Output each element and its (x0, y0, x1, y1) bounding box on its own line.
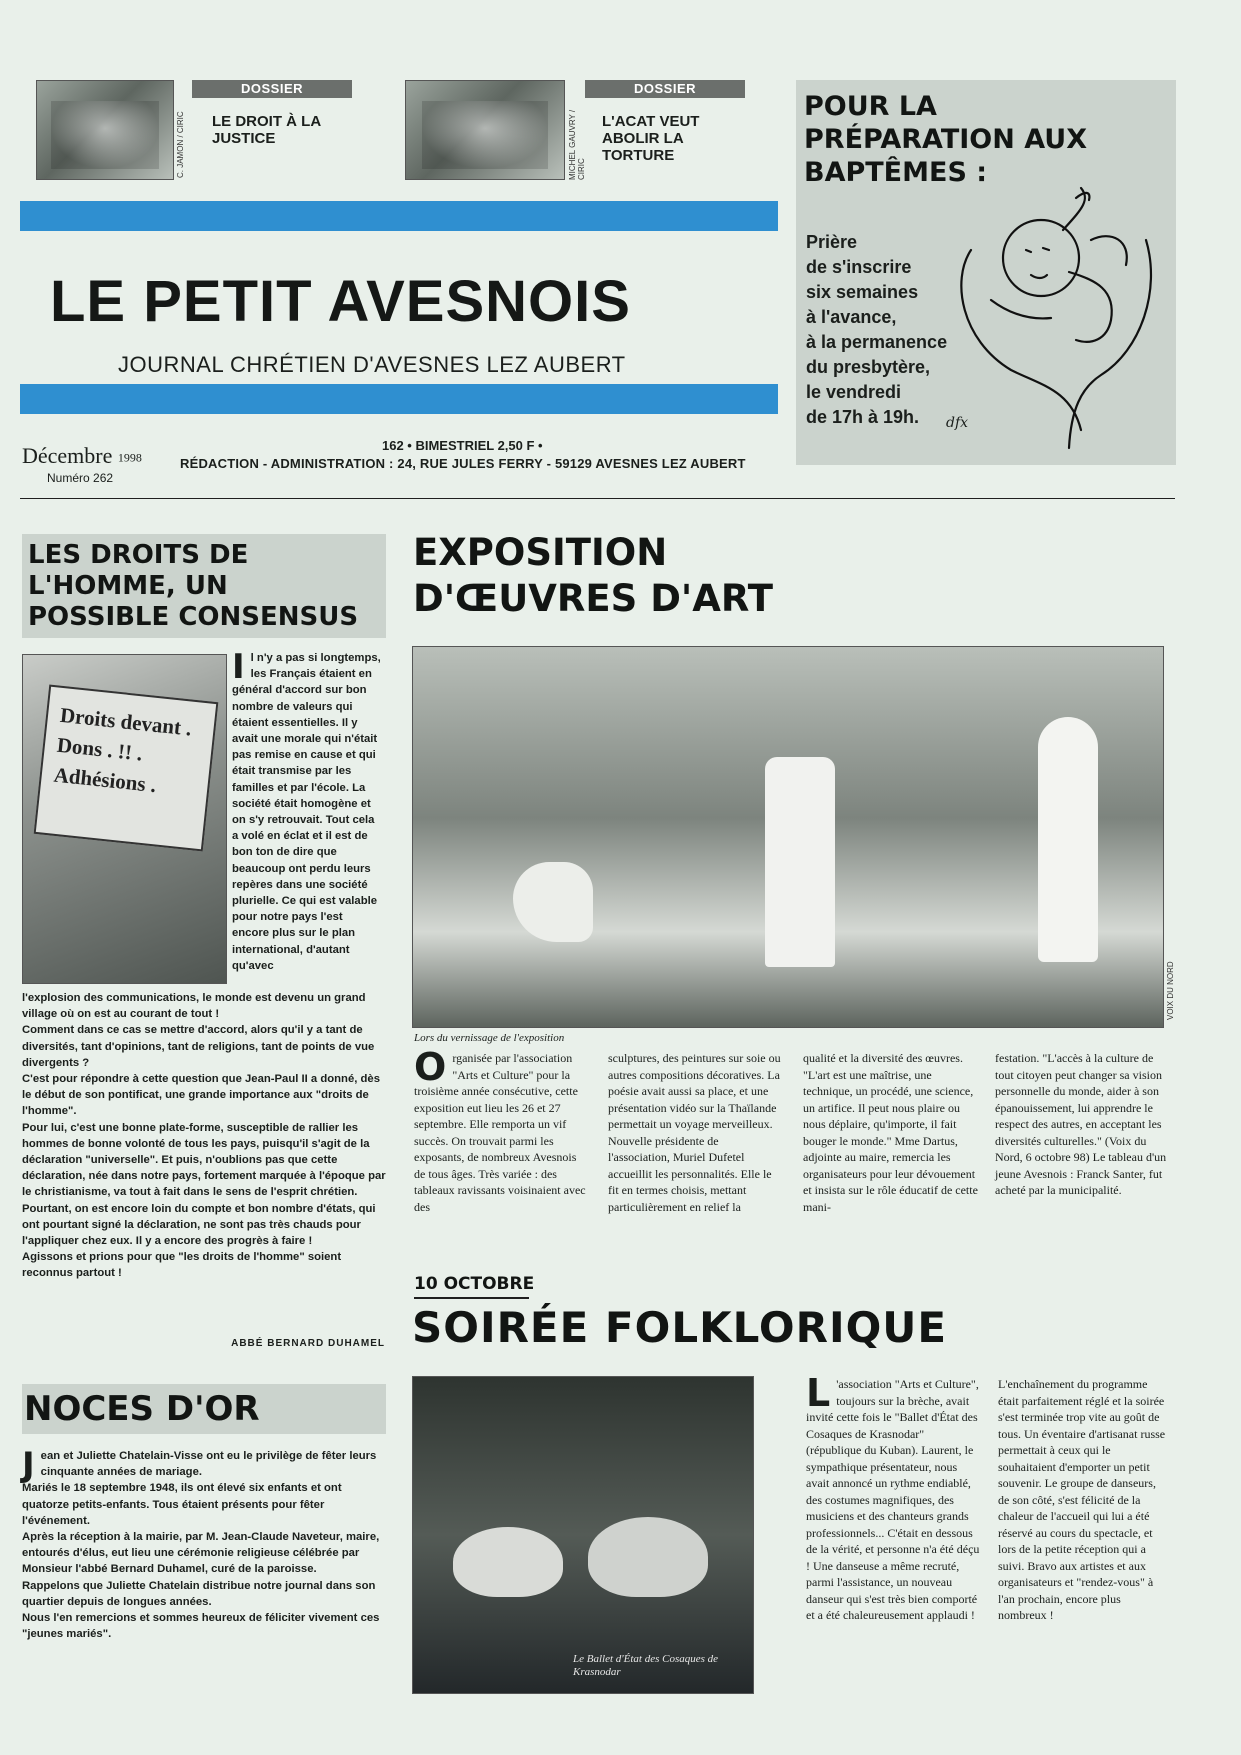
droits-body (22, 990, 386, 1282)
bapteme-line: de 17h à 19h. (806, 407, 920, 427)
droits-col-text: l n'y a pas si longtemps, les Français étaient en général d'accord sur bon nombre de valeurs qui étaient essentielles. Il y avait une morale qui n'était pas remise en cause et qui était transmise par les familles et par l'école. La société était homogène et on s'y retrouvait. Tout cela a volé en éclat et il est de bon ton de dire que beaucoup ont perdu leurs repères dans une société plurielle. Ce qui est valable pour notre pays l'est encore plus sur le plan international, d'autant qu'avec (232, 652, 381, 972)
dossier-tag: DOSSIER (192, 80, 352, 98)
issue-address: RÉDACTION - ADMINISTRATION : 24, RUE JULES FERRY - 59129 AVESNES LEZ AUBERT (180, 456, 746, 471)
droits-signature: ABBÉ BERNARD DUHAMEL (231, 1338, 385, 1349)
exposition-title: EXPOSITION D'ŒUVRES D'ART (413, 531, 773, 620)
folklore-photo (412, 1376, 754, 1694)
exposition-col-3: qualité et la diversité des œuvres. "L'art est une maîtrise, une technique, un procédé, une science, un artifice. Il peut nous plaire ou nous déplaire, qu'importe, il fait bouger le monde." Mme Dartus, adjointe au maire, remercia les organisateurs pour leur dévouement et insista sur le rôle éducatif de cette mani- (803, 1051, 978, 1214)
droits-paragraph: C'est pour répondre à cette question que Jean-Paul II a donné, dès le début de son pontificat, une grande importance aux "droits de l'homme". (22, 1073, 380, 1118)
droits-paragraph: Comment dans ce cas se mettre d'accord, alors qu'il y a tant de diversités, tant d'opinions, tant de religions, tant de points de vue divergents ? (22, 1024, 375, 1069)
masthead-title: LE PETIT AVESNOIS (50, 269, 631, 334)
dancer-skirt (588, 1517, 708, 1597)
exposition-col-4: festation. "L'accès à la culture de tout citoyen peut changer sa vision personnelle du monde, aider à son épanouissement, lui apprendre le respect des autres, en acceptant les diversités culturelles." (Voix du Nord, 6 octobre 98) Le tableau d'un jeune Avesnois : Franck Santer, fut acheté par la municipalité. (995, 1051, 1167, 1197)
noces-paragraph: Rappelons que Juliette Chatelain distribue notre journal dans son quartier depuis de longues années. (22, 1579, 376, 1608)
illustration-signature: dfx (946, 415, 969, 431)
bapteme-line: de s'inscrire (806, 257, 912, 277)
issue-month: Décembre (22, 443, 113, 468)
exposition-caption: Lors du vernissage de l'exposition (414, 1032, 565, 1044)
issue-price: 162 • BIMESTRIEL 2,50 F • (382, 438, 543, 453)
masthead-divider (20, 498, 1175, 499)
bapteme-line: le vendredi (806, 382, 902, 402)
protest-sign-text: Droits devant . Dons . !! . Adhésions . (52, 702, 193, 798)
drop-cap: L (806, 1371, 831, 1415)
folklore-col-2: L'enchaînement du programme était parfaitement réglé et la soirée s'est terminée trop vite au goût de tous. Un éventaire d'artisanat russe permettait à ceux qui le souhaitaient d'emporter un petit souvenir. Le groupe de danseurs, de son côté, s'est félicité de la chaleur de l'accueil qui lui a été réservé au cours du spectacle, et lors de la petite réception qui a suivi. Bravo aux artistes et aux organisateurs et "rendez-vous" à l'an prochain, encore plus nombreux ! (998, 1377, 1166, 1622)
folklore-col-1: L 'association "Arts et Culture", toujours sur la brèche, avait invité cette fois le "Ballet d'État des Cosaques de Krasnodar" (république du Kuban). Laurent, le sympathique présentateur, nous avait annoncé un rythme endiablé, des costumes magnifiques, des musiciens et des chanteurs grands professionnels... C'était en dessous de la vérité, et personne n'a été déçu ! Une danseuse a même recruté, parmi l'assistance, un nouveau danseur qui s'est très bien comporté et a été chaleureusement applaudi ! (806, 1371, 980, 1622)
droits-paragraph: Pour lui, c'est une bonne plate-forme, susceptible de rallier les hommes de bonne volonté de tous les pays, puisqu'il s'agit de la déclaration "universelle". Et puis, n'oublions pas que cette déclaration, née dans notre pays, fortement marquée à l'époque par le christianisme, va tout à fait dans le sens de l'esprit chrétien. (22, 1121, 386, 1199)
bapteme-line: à la permanence (806, 332, 948, 352)
folklore-caption: Le Ballet d'État des Cosaques de Krasnodar (573, 1653, 719, 1678)
noces-paragraph: Jean et Juliette Chatelain-Visse ont eu le privilège de fêter leurs cinquante années de mariage. (22, 1445, 377, 1485)
masthead-top-bar (20, 201, 778, 231)
exposition-photo (412, 646, 1164, 1028)
issue-year: 1998 (117, 450, 142, 465)
exposition-col-1: Organisée par l'association "Arts et Culture" pour la troisième année consécutive, cette exposition eut lieu les 26 et 27 septembre. Elle remporta un vif succès. On trouvait parmi les exposants, de nombreux Avesnois de tous âges. Très variée : des tableaux ravissants voisinaient avec des (414, 1045, 586, 1214)
sculpture (765, 757, 835, 967)
drop-cap: I (232, 647, 245, 687)
noces-paragraph: Après la réception à la mairie, par M. Jean-Claude Naveteur, maire, entourés d'élus, eut lieu une cérémonie religieuse célébrée par Monsieur l'abbé Bernard Duhamel, curé de la paroisse. (22, 1531, 380, 1576)
drop-cap: O (414, 1045, 447, 1089)
dossier-title-acat[interactable]: L'ACAT VEUT ABOLIR LA TORTURE (602, 113, 700, 164)
dossier-tag: DOSSIER (585, 80, 745, 98)
sculpture (513, 862, 593, 942)
sculpture (1038, 717, 1098, 962)
bapteme-line: à l'avance, (806, 307, 897, 327)
droits-column-text (232, 647, 382, 974)
folklore-kicker: 10 OCTOBRE (414, 1274, 535, 1294)
folklore-kicker-underline (414, 1297, 529, 1299)
issue-date (22, 443, 142, 469)
folklore-title: SOIRÉE FOLKLORIQUE (412, 1303, 948, 1352)
dancer-skirt (453, 1527, 563, 1597)
noces-title: NOCES D'OR (24, 1389, 260, 1429)
photo-credit: C. JAMON / CIRIC (176, 111, 185, 178)
dossier-photo-acat (405, 80, 565, 180)
noces-paragraph: Mariés le 18 septembre 1948, ils ont élevé six enfants et ont quatorze petits-enfants. Tous étaient présents pour fêter l'événement. (22, 1482, 342, 1527)
photo-credit: MICHEL GAUVRY / CIRIC (568, 109, 586, 180)
bapteme-line: Prière (806, 232, 858, 252)
bapteme-line: six semaines (806, 282, 919, 302)
droits-paragraph: Pourtant, on est encore loin du compte et bon nombre d'états, qui ont pourtant signé la déclaration, ne sont pas très chauds pour l'appliquer chez eux. Il y a encore des progrès à faire ! (22, 1202, 376, 1248)
photo-credit: VOIX DU NORD (1166, 961, 1175, 1020)
exposition-col-2: sculptures, des peintures sur soie ou autres compositions décoratives. La poésie avait aussi sa place, et une présentation vidéo sur la Thaïlande permettait un voyage merveilleux. Nouvelle présidente de l'association, Muriel Dufetel accueillit les personnalités. Elle le fit en termes choisis, mettant particulièrement en relief la (608, 1051, 781, 1214)
bapteme-box (796, 80, 1176, 465)
issue-number: Numéro 262 (47, 471, 114, 485)
dossier-title-justice[interactable]: LE DROIT À LA JUSTICE (212, 113, 321, 147)
protest-sign (34, 685, 219, 852)
masthead-subtitle: JOURNAL CHRÉTIEN D'AVESNES LEZ AUBERT (118, 352, 626, 377)
droits-title: LES DROITS DE L'HOMME, UN POSSIBLE CONSENSUS (28, 540, 359, 632)
droits-paragraph: l'explosion des communications, le monde est devenu un grand village où on est au courant de tout ! (22, 992, 366, 1021)
dossier-photo-justice (36, 80, 174, 180)
noces-body (22, 1445, 386, 1642)
drop-cap: J (22, 1445, 35, 1485)
noces-paragraph: Nous l'en remercions et sommes heureux de féliciter vivement ces "jeunes mariés". (22, 1612, 380, 1641)
droits-protest-photo (22, 654, 227, 984)
bapteme-line: du presbytère, (806, 357, 931, 377)
droits-paragraph: Agissons et prions pour que "les droits de l'homme" soient reconnus partout ! (22, 1251, 342, 1280)
bapteme-title: POUR LA PRÉPARATION AUX BAPTÊMES : (804, 91, 1088, 188)
masthead-bottom-bar (20, 384, 778, 414)
